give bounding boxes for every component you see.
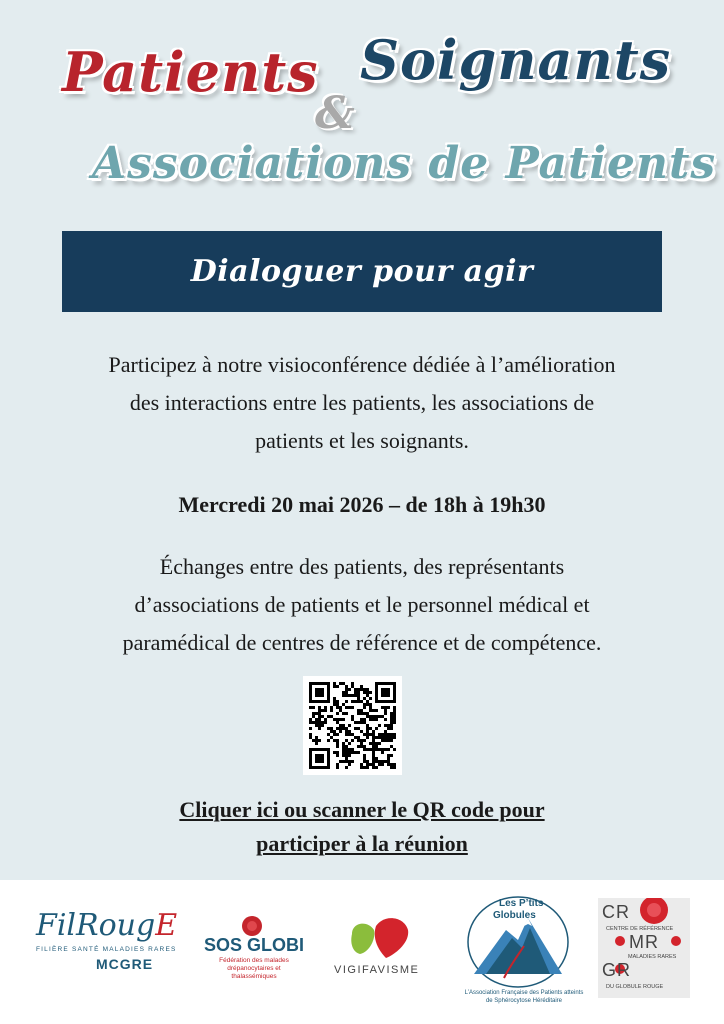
qr-code-icon[interactable] (303, 676, 402, 775)
filrouge-name-b: E (155, 908, 178, 943)
link-line: participer à la réunion (256, 831, 468, 856)
filrouge-subtitle: FILIÈRE SANTÉ MALADIES RARES (36, 946, 177, 953)
ptits-globules-line2: Globules (493, 910, 536, 921)
crmr-logo (598, 898, 690, 998)
intro-line: patients et les soignants. (255, 428, 469, 453)
sos-globi-name: SOS GLOBI (204, 935, 305, 955)
crmr-mr: MR (629, 932, 659, 952)
title-soignants: Soignants (360, 28, 672, 92)
crmr-gr-sub: DU GLOBULE ROUGE (606, 984, 664, 990)
qr-code-graphic (303, 676, 402, 775)
event-date: Mercredi 20 mai 2026 – de 18h à 19h30 (178, 492, 546, 517)
crmr-cr-sub: CENTRE DE RÉFÉRENCE (606, 926, 674, 932)
description-line: d’associations de patients et le personnel médical et (134, 592, 590, 617)
crmr-gr: GR (602, 960, 631, 980)
vigifavisme-heart-icon (346, 914, 416, 960)
vigifavisme-name: VIGIFAVISME (334, 964, 420, 976)
description-line: paramédical de centres de référence et de compétence. (122, 630, 602, 655)
sos-globi-blood-cell-icon (241, 915, 263, 937)
link-line: Cliquer ici ou scanner le QR code pour (179, 797, 545, 822)
ptits-globules-line1: Les P’tits (499, 898, 544, 909)
title-ampersand: & (315, 88, 356, 139)
crmr-cr: CR (602, 902, 630, 922)
filrouge-name-a: FilRoug (36, 908, 156, 943)
description-line: Échanges entre des patients, des représentants (159, 554, 565, 579)
intro-paragraph (40, 346, 684, 460)
subtitle-banner (62, 231, 662, 312)
ptits-globules-caption: L’Association Française des Patients atteints de Sphérocytose Héréditaire (464, 990, 584, 1004)
title-associations: Associations de Patients (92, 138, 717, 189)
title-patients: Patients (62, 40, 319, 104)
join-meeting-link[interactable] (60, 793, 664, 861)
intro-line: Participez à notre visioconférence dédiée à l’amélioration (108, 352, 616, 377)
filrouge-logo (36, 908, 177, 943)
crmr-mr-sub: MALADIES RARES (628, 954, 677, 960)
filrouge-mcgre: MCGRE (96, 956, 154, 972)
description-paragraph (40, 548, 684, 662)
banner-text: Dialoguer pour agir (190, 254, 534, 289)
sos-globi-subtitle: Fédération des malades drépanocytaires et thalassémiques (219, 957, 289, 980)
intro-line: des interactions entre les patients, les associations de (129, 390, 595, 415)
